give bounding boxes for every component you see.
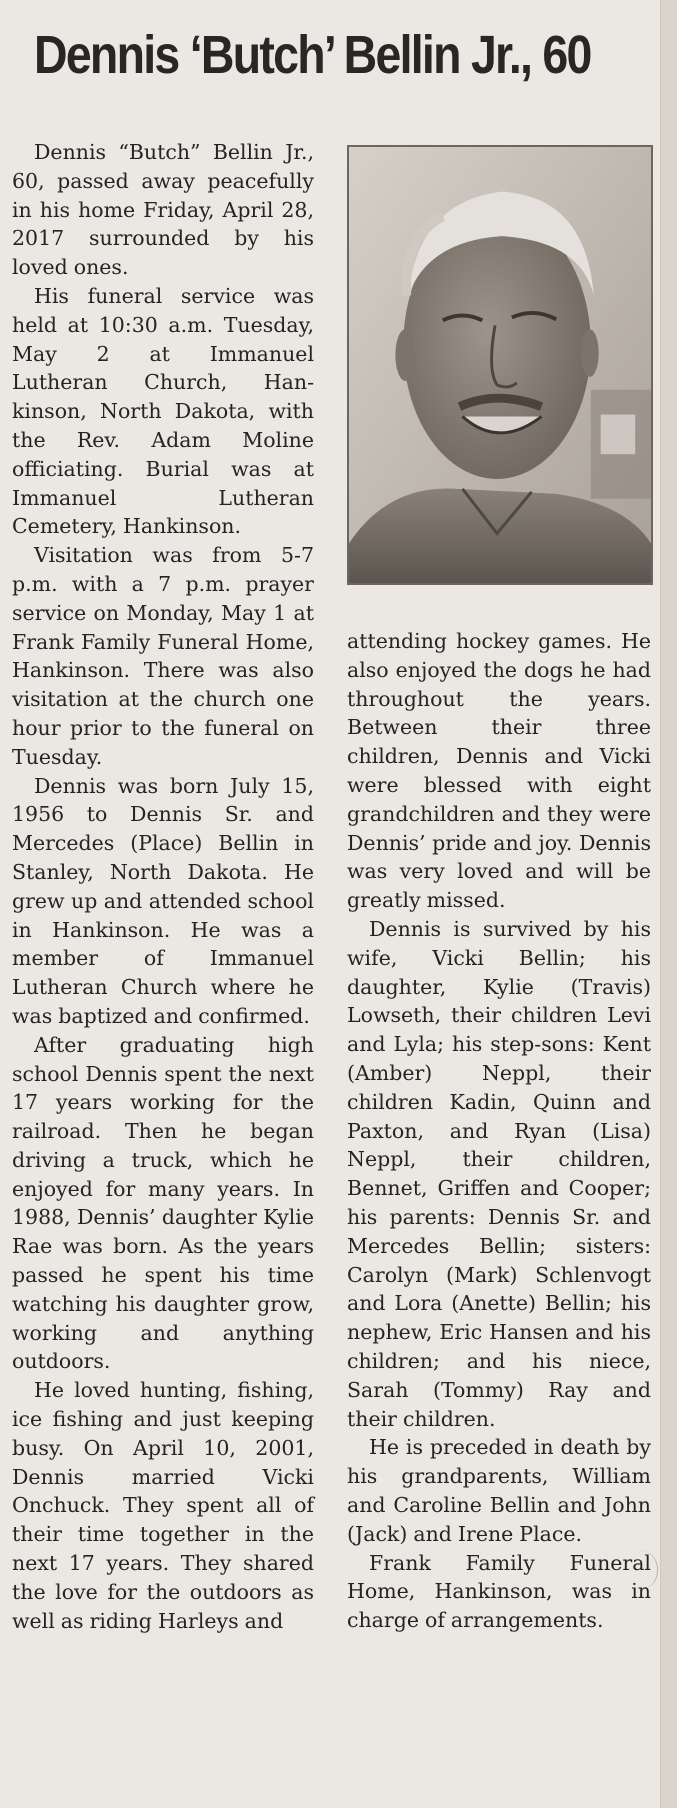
portrait-photo — [347, 145, 653, 585]
paragraph-funeral-service: His funeral service was held at 10:30 a.m. Tuesday, May 2 at Immanuel Lutheran Church, Hankinson, North Dakota, with the Rev. Adam Moline officiating. Burial was at Immanuel Lutheran Cemetery, Hankinson. — [12, 283, 314, 539]
scan-margin-mark — [639, 1550, 658, 1590]
paragraph-career: After graduating high school Dennis spent the next 17 years working for the railroad. Then he began driving a truck, which he enjoyed for many years. In 1988, Dennis’ daughter Kylie Rae was born. As the years passed he spent his time watching his daughter grow, working and anything outdoors. — [12, 1032, 314, 1374]
paragraph-survivors: Dennis is survived by his wife, Vicki Bellin; his daughter, Kylie (Travis) Lowseth, their children Levi and Lyla; his step-sons: Kent (Amber) Neppl, their children Kadin, Quinn and Paxton, and Ryan (Lisa) Neppl, their children, Bennet, Griffen and Cooper; his parents: Dennis Sr. and Mercedes Bellin; sisters: Carolyn (Mark) Schlenvogt and Lora (Anette) Bellin; his nephew, Eric Hansen and his children; and his niece, Sarah (Tommy) Ray and their children. — [347, 916, 651, 1431]
paragraph-hobbies: He loved hunting, fishing, ice fishing and just keeping busy. On April 10, 2001, Dennis married Vicki Onchuck. They spent all of their time together in the next 17 years. They shared the love for the outdoors as well as riding Harleys and — [12, 1378, 314, 1633]
right-column — [347, 627, 651, 1635]
paragraph-preceded: He is preceded in death by his grandparents, William and Caroline Bellin and John (Jack) and Irene Place. — [347, 1435, 651, 1546]
paragraph-birth: Dennis was born July 15, 1956 to Dennis Sr. and Mercedes (Place) Bellin in Stanley, North Dakota. He grew up and attended school in Hankinson. He was a member of Immanuel Lutheran Church where he was baptized and confirmed. — [12, 773, 314, 1028]
portrait-photo-icon — [349, 147, 651, 583]
left-column — [12, 138, 314, 1635]
paragraph-arrangements: Frank Family Funeral Home, Hankinson, was in charge of arrangements. — [347, 1550, 651, 1633]
headline: Dennis ‘Butch’ Bellin Jr., 60 — [34, 25, 591, 85]
paragraph-visitation: Visitation was from 5-7 p.m. with a 7 p.m. prayer service on Monday, May 1 at Frank Family Funeral Home, Hankinson. There was also visitation at the church one hour prior to the funeral on Tuesday. — [12, 543, 314, 769]
paragraph-intro: Dennis “Butch” Bellin Jr., 60, passed away peacefully in his home Friday, April 28, 2017 surrounded by his loved ones. — [12, 140, 314, 280]
paragraph-hobbies-continued: attending hockey games. He also enjoyed the dogs he had throughout the years. Between their three children, Dennis and Vicki were blessed with eight grandchildren and they were Dennis’ pride and joy. Dennis was very loved and will be greatly missed. — [347, 629, 651, 913]
